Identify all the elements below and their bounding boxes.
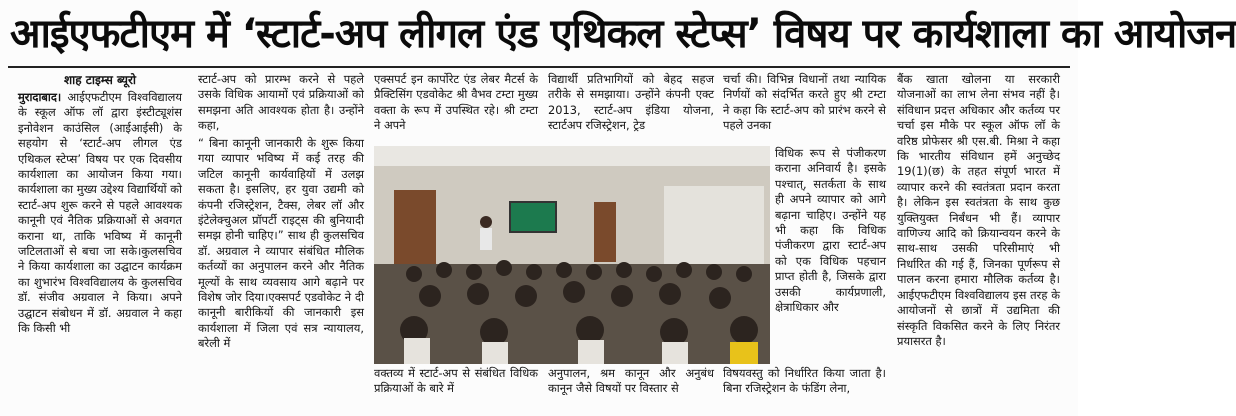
column-1-body: आईएफटीएम विश्वविद्यालय के स्कूल ऑफ लॉ द्वारा इंस्टीट्यूशंस इनोवेशन काउंसिल (आईआईसी) के सहयोग से ‘स्टार्ट-अप लीगल एंड एथिकल स्टेप्स’ विषय पर एक दिवसीय कार्यशाला का आयोजन किया गया। कार्यशाला का मुख्य उद्देश्य विद्यार्थियों को स्टार्ट-अप शुरू करने से पहले आवश्यक कानूनी एवं नैतिक प्रक्रियाओं से अवगत कराना था, ताकि भविष्य में कानूनी जटिलताओं से बचा जा सके।कुलसचिव ने किया कार्यशाला का उद्घाटन कार्यक्रम का शुभारंभ विश्वविद्यालय के कुलसचिव डॉ. संजीव अग्रवाल ने किया। अपने उद्घाटन संबोधन में डॉ. अग्रवाल ने कहा कि किसी भी bbox=[18, 90, 182, 336]
workshop-photo-illustration bbox=[374, 146, 770, 364]
column-2-bottom bbox=[198, 136, 364, 416]
column-6-text: बैंक खाता खोलना या सरकारी योजनाओं का लाभ लेना संभव नहीं है।संविधान प्रदत्त अधिकार और कर्तव्य पर चर्चा इस मौके पर स्कूल ऑफ लॉ के वरिष्ठ प्रोफेसर श्री एस.बी. मिश्रा ने कहा कि भारतीय संविधान हमें अनुच्छेद 19(1)(छ) के तहत संपूर्ण भारत में व्यापार करने की स्वतंत्रता प्रदान करता है। लेकिन इस स्वतंत्रता के साथ कुछ युक्तियुक्त निर्बंधन भी हैं। व्यापार वाणिज्य आदि को क्रियान्वयन करने के साथ-साथ उसकी परिसीमाएं भी निर्धारित की गई हैं, जिनका पूर्णरूप से पालन करना हमारा मौलिक कर्तव्य है। आईएफटीएम विश्वविद्यालय इस तरह के आयोजनों से छात्रों में उद्यमिता की संस्कृति विकसित करने के लिए निरंतर प्रयासरत है। bbox=[897, 72, 1060, 348]
column-4-top bbox=[548, 72, 714, 152]
column-4-bottom bbox=[548, 366, 714, 416]
column-5-bottom bbox=[723, 366, 886, 416]
column-2-top-text: स्टार्ट-अप को प्रारम्भ करने से पहले उसके विधिक आयामों एवं प्रक्रियाओं को समझना अति आवश्यक होता है। उन्होंने कहा, bbox=[198, 72, 364, 133]
column-1 bbox=[18, 72, 182, 416]
byline: शाह टाइम्स ब्यूरो bbox=[63, 73, 137, 87]
column-2-bottom-text: “ बिना कानूनी जानकारी के शुरू किया गया व्यापार भविष्य में कई तरह की जटिल कानूनी कार्यवाहियों में उलझ सकता है। इसलिए, हर युवा उद्यमी को कंपनी रजिस्ट्रेशन, टैक्स, लेबर लॉ और इंटेलेक्चुअल प्रॉपर्टी राइट्स की बुनियादी समझ होनी चाहिए।” साथ ही कुलसचिव डॉ. अग्रवाल ने व्यापार संबंधित मौलिक कर्तव्यों का अनुपालन करने और नैतिक मूल्यों के साथ व्यवसाय आगे बढ़ाने पर विशेष जोर दिया।एक्सपर्ट एडवोकेट ने दी कानूनी बारीकियों की जानकारी इस कार्यशाला में जिला एवं सत्र न्यायालय, बरेली में bbox=[198, 136, 364, 351]
column-3-top-text: एक्सपर्ट इन कार्पोरेट एंड लेबर मैटर्स के प्रैक्टिसिंग एडवोकेट श्री वैभव टम्टा मुख्य वक्ता के रूप में उपस्थित रहे। श्री टम्टा ने अपने bbox=[374, 72, 538, 133]
column-4-top-text: विद्यार्थी प्रतिभागियों को बेहद सहज तरीके से समझाया। उन्होंने कंपनी एक्ट 2013, स्टार्ट-अप इंडिया योजना, स्टार्टअप रजिस्ट्रेशन, ट्रेड bbox=[548, 72, 714, 133]
column-5-top bbox=[723, 72, 886, 144]
column-5-middle-text: विधिक रूप से पंजीकरण कराना अनिवार्य है। इसके पश्चात्, सतर्कता के साथ ही अपने व्यापार को आगे बढ़ाना चाहिए। उन्होंने यह भी कहा कि विधिक पंजीकरण द्वारा स्टार्ट-अप को एक विधिक पहचान प्राप्त होती है, जिसके द्वारा उसकी कार्यप्रणाली, क्षेत्राधिकार और bbox=[775, 146, 886, 315]
column-1-text bbox=[18, 90, 182, 337]
column-3-bottom-text: वक्तव्य में स्टार्ट-अप से संबंधित विधिक प्रक्रियाओं के बारे में bbox=[374, 366, 538, 396]
column-3-bottom bbox=[374, 366, 538, 416]
headline-rule bbox=[8, 66, 1070, 68]
column-6 bbox=[897, 72, 1060, 416]
column-5-bottom-text: विषयवस्तु को निर्धारित किया जाता है। बिना रजिस्ट्रेशन के फंडिंग लेना, bbox=[723, 366, 886, 396]
column-4-bottom-text: अनुपालन, श्रम कानून और अनुबंध कानून जैसे विषयों पर विस्तार से bbox=[548, 366, 714, 396]
headline: आईएफटीएम में ‘स्टार्ट-अप लीगल एंड एथिकल स्टेप्स’ विषय पर कार्यशाला का आयोजन bbox=[10, 11, 1236, 57]
dateline: मुरादाबाद। bbox=[18, 90, 62, 104]
column-3-top bbox=[374, 72, 538, 136]
workshop-photo bbox=[374, 146, 770, 364]
column-5-top-text: चर्चा की। विभिन्न विधानों तथा न्यायिक निर्णयों को संदर्भित करते हुए श्री टम्टा ने कहा कि स्टार्ट-अप को प्रारंभ करने से पहले उनका bbox=[723, 72, 886, 133]
